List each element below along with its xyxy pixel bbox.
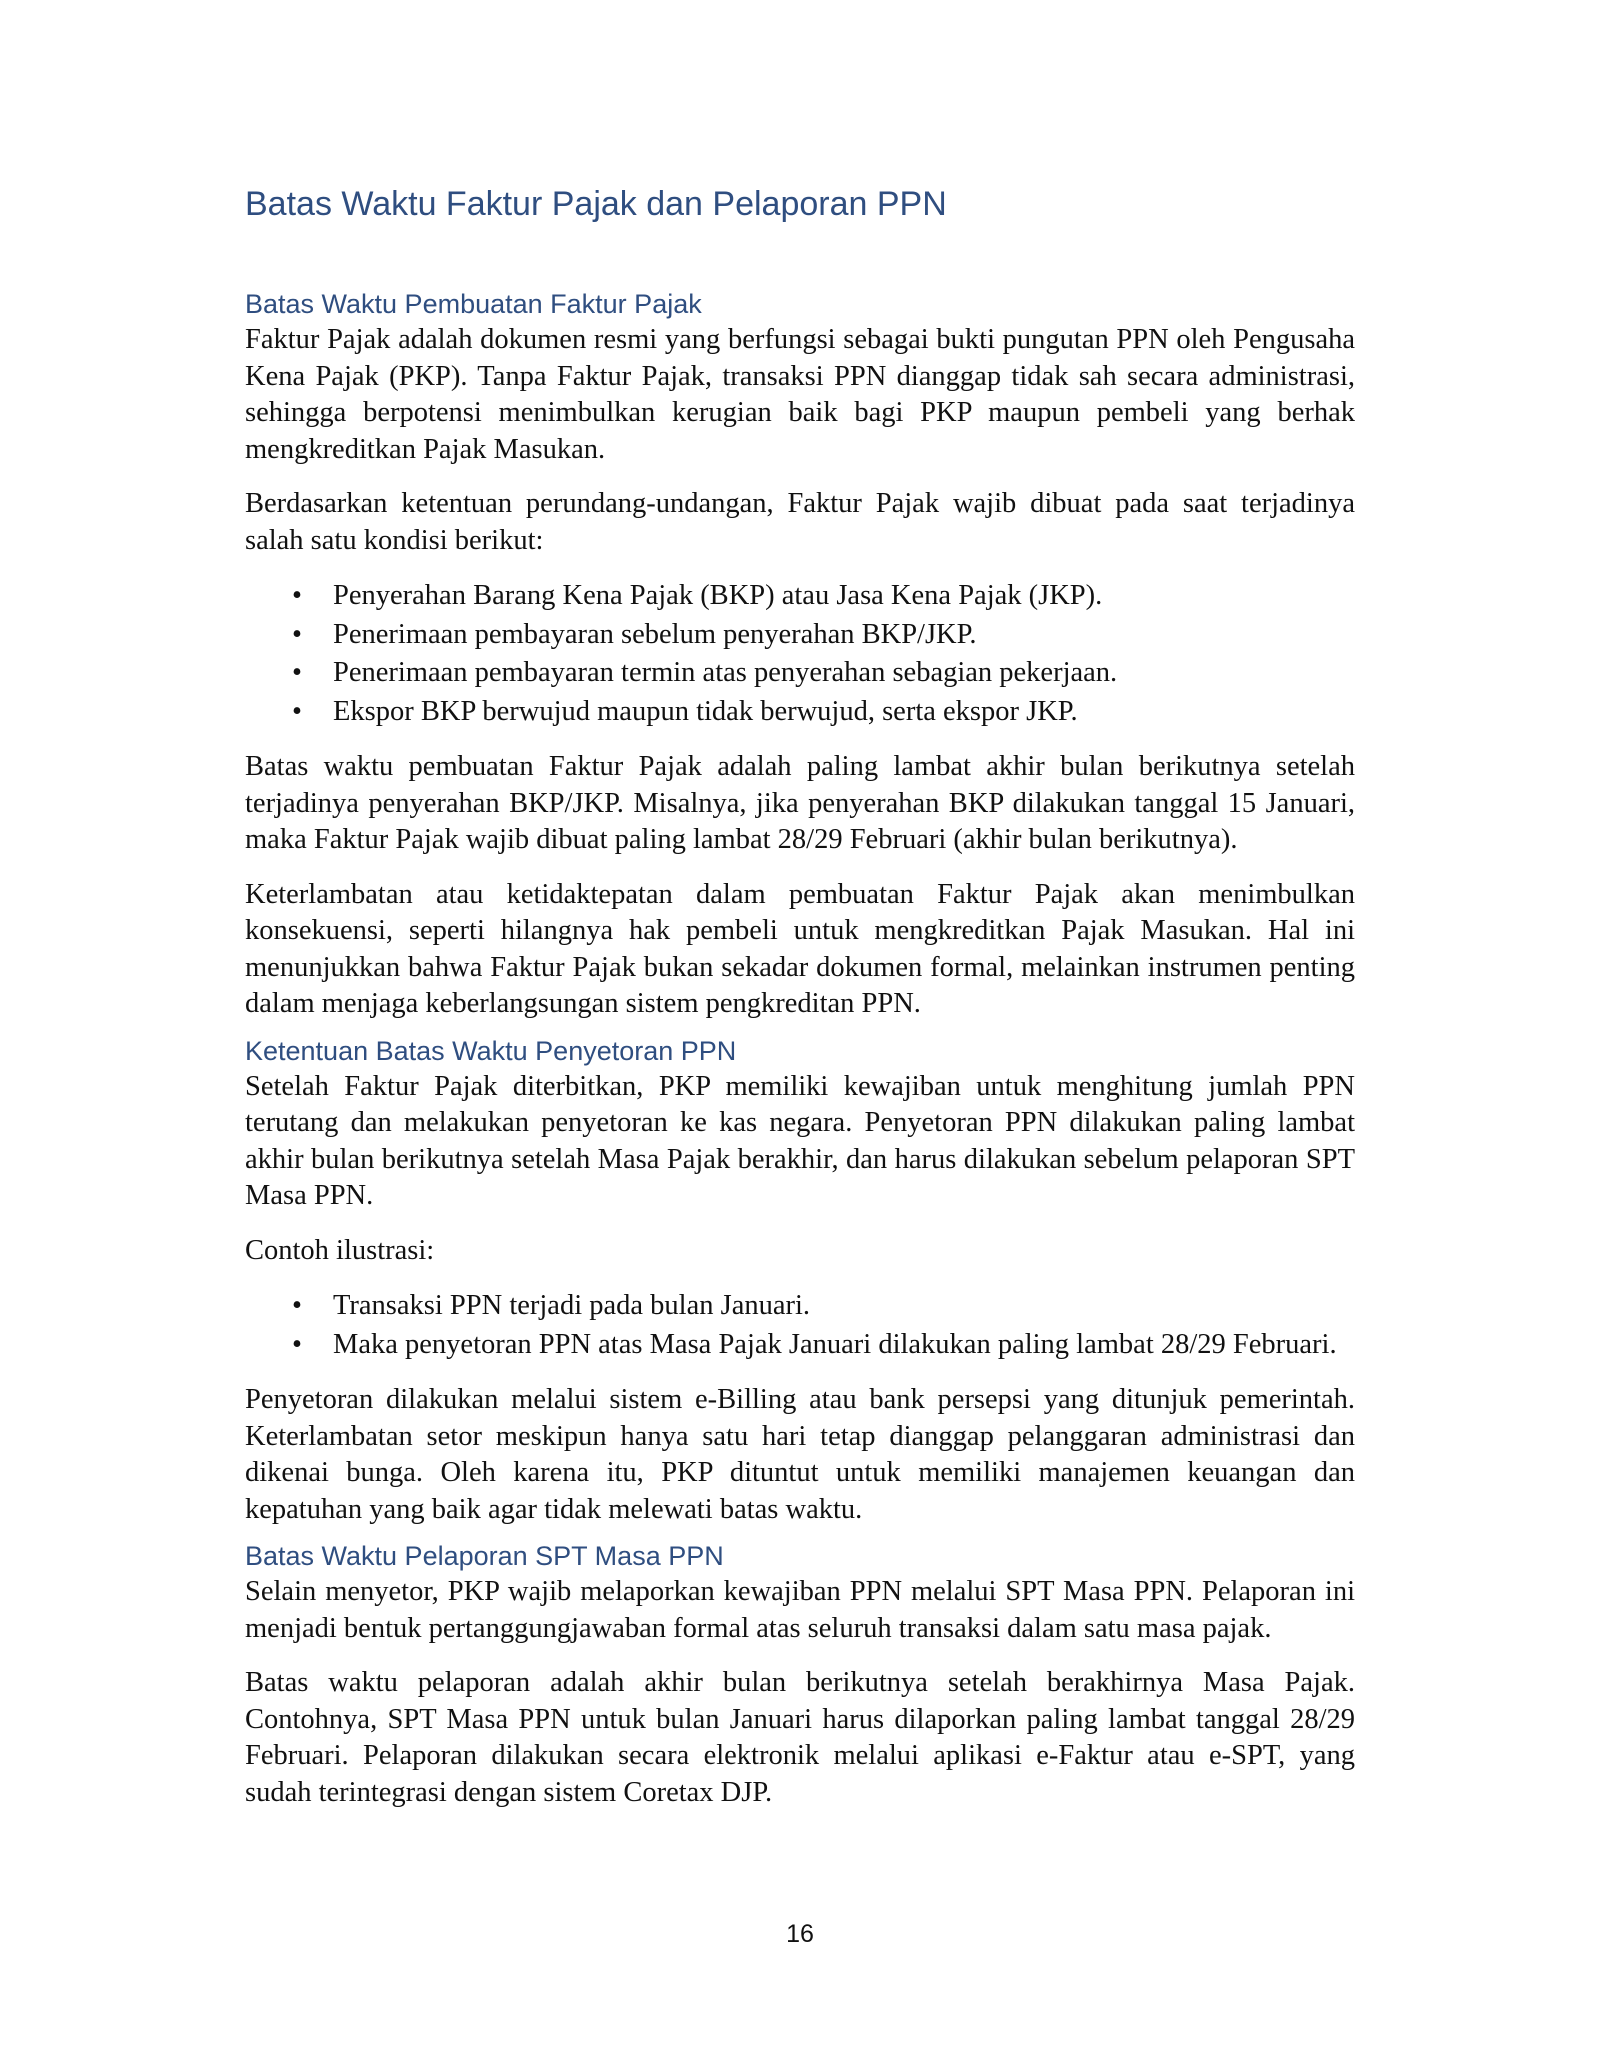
paragraph: Batas waktu pelaporan adalah akhir bulan berikutnya setelah berakhirnya Masa Pajak. Contohnya, SPT Masa PPN untuk bulan Januari harus dilaporkan paling lambat tanggal 28/29 Februari. Pelaporan dilakukan secara elektronik melalui aplikasi e-Faktur atau e-SPT, yang sudah terintegrasi dengan sistem Coretax DJP. <box>245 1667 1355 1808</box>
list-item-text: Penyerahan Barang Kena Pajak (BKP) atau Jasa Kena Pajak (JKP). <box>333 580 1103 611</box>
paragraph: Faktur Pajak adalah dokumen resmi yang berfungsi sebagai bukti pungutan PPN oleh Pengusaha Kena Pajak (PKP). Tanpa Faktur Pajak, transaksi PPN dianggap tidak sah secara administrasi, sehingga berpotensi menimbulkan kerugian baik bagi PKP maupun pembeli yang berhak mengkreditkan Pajak Masukan. <box>245 324 1355 465</box>
list-item-text: Ekspor BKP berwujud maupun tidak berwujud, serta ekspor JKP. <box>333 695 1078 727</box>
section-pelaporan-spt <box>245 1538 1355 1811</box>
document-page <box>245 178 1355 1829</box>
paragraph: Setelah Faktur Pajak diterbitkan, PKP memiliki kewajiban untuk menghitung jumlah PPN terutang dan melakukan penyetoran ke kas negara. Penyetoran PPN dilakukan paling lambat akhir bulan berikutnya setelah Masa Pajak berakhir, dan harus dilakukan sebelum pelaporan SPT Masa PPN. <box>245 1070 1355 1211</box>
paragraph: Penyetoran dilakukan melalui sistem e-Billing atau bank persepsi yang ditunjuk pemerintah. Keterlambatan setor meskipun hanya satu hari tetap dianggap pelanggaran administrasi dan dikenai bunga. Oleh karena itu, PKP dituntut untuk memiliki manajemen keuangan dan kepatuhan yang baik agar tidak melewati batas waktu. <box>245 1384 1355 1525</box>
list-item <box>285 693 1355 732</box>
paragraph: Berdasarkan ketentuan perundang-undangan, Faktur Pajak wajib dibuat pada saat terjadinya salah satu kondisi berikut: <box>245 488 1355 556</box>
section-heading: Ketentuan Batas Waktu Penyetoran PPN <box>245 1035 737 1066</box>
section-heading: Batas Waktu Pembuatan Faktur Pajak <box>245 289 702 319</box>
page-number: 16 <box>786 1920 814 1948</box>
paragraph: Contoh ilustrasi: <box>245 1234 435 1266</box>
list-item <box>285 616 1355 655</box>
paragraph: Selain menyetor, PKP wajib melaporkan kewajiban PPN melalui SPT Masa PPN. Pelaporan ini menjadi bentuk pertanggungjawaban formal atas seluruh transaksi dalam satu masa pajak. <box>245 1576 1355 1644</box>
list-item-text: Penerimaan pembayaran termin atas penyerahan sebagian pekerjaan. <box>333 657 1118 688</box>
list-item-text: Maka penyetoran PPN atas Masa Pajak Januari dilakukan paling lambat 28/29 Februari. <box>333 1328 1337 1360</box>
list-item-text: Transaksi PPN terjadi pada bulan Januari. <box>333 1290 811 1321</box>
list-item <box>285 1287 1355 1326</box>
list-item-text: Penerimaan pembayaran sebelum penyerahan BKP/JKP. <box>333 618 977 650</box>
section-penyetoran-ppn <box>245 1033 1355 1529</box>
bullet-icon: • <box>292 1290 302 1321</box>
bullet-list <box>245 577 1355 731</box>
section-heading: Batas Waktu Pelaporan SPT Masa PPN <box>245 1541 724 1571</box>
paragraph: Batas waktu pembuatan Faktur Pajak adalah paling lambat akhir bulan berikutnya setelah terjadinya penyerahan BKP/JKP. Misalnya, jika penyerahan BKP dilakukan tanggal 15 Januari, maka Faktur Pajak wajib dibuat paling lambat 28/29 Februari (akhir bulan berikutnya). <box>245 751 1355 855</box>
list-item <box>285 577 1355 616</box>
bullet-list <box>245 1287 1355 1364</box>
page-title: Batas Waktu Faktur Pajak dan Pelaporan PPN <box>245 185 947 223</box>
bullet-icon: • <box>292 618 302 650</box>
section-faktur-pajak <box>245 286 1355 1023</box>
bullet-icon: • <box>292 1328 302 1360</box>
bullet-icon: • <box>292 580 302 611</box>
list-item <box>285 1326 1355 1365</box>
bullet-icon: • <box>292 695 302 727</box>
paragraph: Keterlambatan atau ketidaktepatan dalam pembuatan Faktur Pajak akan menimbulkan konsekuensi, seperti hilangnya hak pembeli untuk mengkreditkan Pajak Masukan. Hal ini menunjukkan bahwa Faktur Pajak bukan sekadar dokumen formal, melainkan instrumen penting dalam menjaga keberlangsungan sistem pengkreditan PPN. <box>245 878 1355 1019</box>
list-item <box>285 654 1355 693</box>
bullet-icon: • <box>292 657 302 688</box>
